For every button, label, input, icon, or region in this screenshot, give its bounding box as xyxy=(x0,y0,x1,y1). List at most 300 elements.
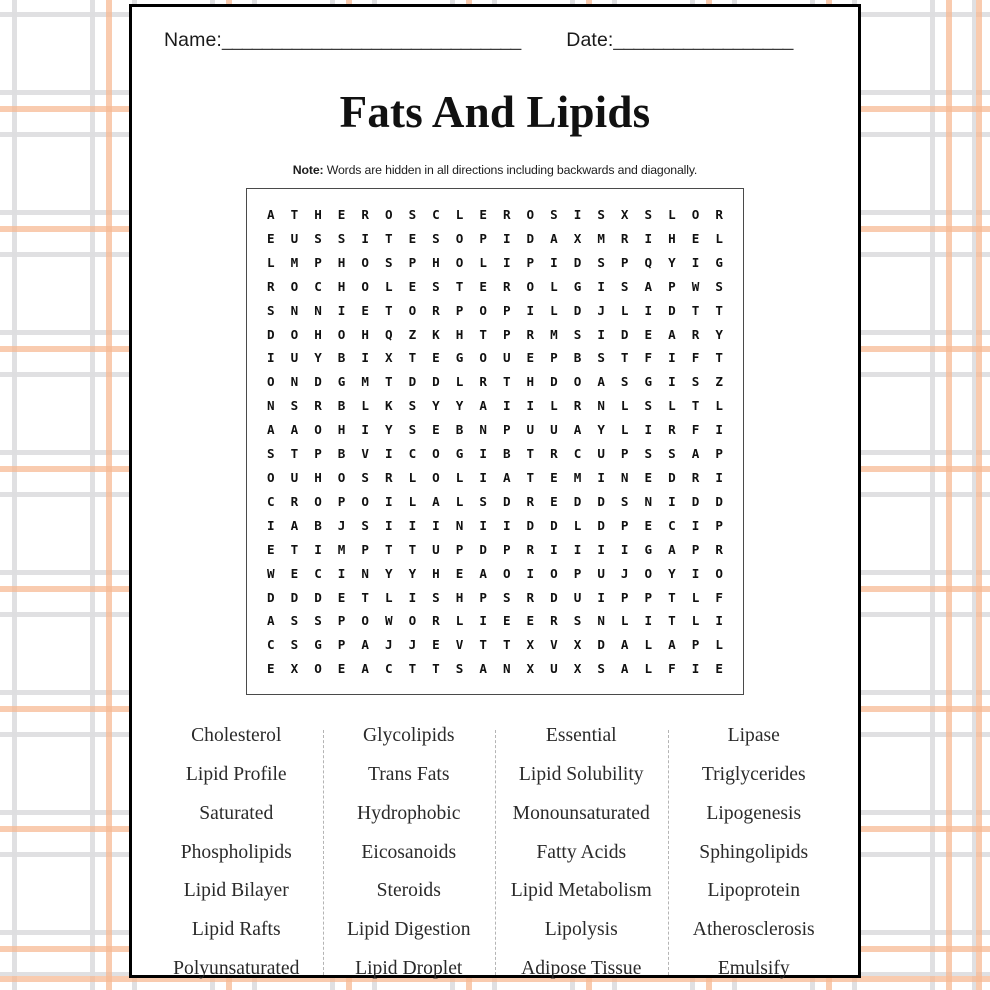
grid-cell[interactable]: P xyxy=(620,589,629,605)
grid-cell[interactable]: E xyxy=(715,661,723,677)
grid-cell[interactable]: S xyxy=(620,493,629,509)
grid-cell[interactable]: S xyxy=(550,207,558,222)
grid-cell[interactable]: E xyxy=(479,278,487,294)
grid-cell[interactable]: T xyxy=(432,661,440,677)
grid-cell[interactable]: S xyxy=(361,469,369,485)
grid-cell[interactable]: T xyxy=(408,661,417,677)
grid-cell[interactable]: O xyxy=(455,230,464,246)
grid-cell[interactable]: L xyxy=(620,398,629,414)
grid-cell[interactable]: U xyxy=(597,565,605,581)
grid-cell[interactable]: T xyxy=(455,278,464,294)
grid-cell[interactable]: I xyxy=(715,613,723,629)
grid-cell[interactable]: S xyxy=(337,230,346,246)
grid-cell[interactable]: U xyxy=(550,661,558,677)
grid-cell[interactable]: R xyxy=(267,278,275,294)
grid-cell[interactable]: R xyxy=(432,302,440,318)
grid-cell[interactable]: P xyxy=(668,278,676,294)
grid-cell[interactable]: E xyxy=(455,565,464,581)
grid-cell[interactable]: R xyxy=(502,207,511,222)
grid-cell[interactable]: X xyxy=(573,661,582,677)
grid-cell[interactable]: B xyxy=(455,422,464,438)
grid-cell[interactable]: M xyxy=(573,469,582,485)
grid-cell[interactable]: L xyxy=(455,493,464,509)
grid-cell[interactable]: N xyxy=(455,517,464,533)
grid-cell[interactable]: A xyxy=(290,422,299,438)
grid-cell[interactable]: H xyxy=(314,326,322,342)
grid-cell[interactable]: L xyxy=(408,493,417,509)
grid-cell[interactable]: L xyxy=(361,398,369,414)
grid-cell[interactable]: R xyxy=(526,541,535,557)
grid-cell[interactable]: E xyxy=(644,517,653,533)
grid-cell[interactable]: R xyxy=(361,207,369,222)
word-list-item[interactable]: Polyunsaturated xyxy=(173,957,300,979)
grid-cell[interactable]: D xyxy=(597,637,605,653)
grid-cell[interactable]: I xyxy=(408,517,417,533)
grid-cell[interactable]: G xyxy=(455,446,464,462)
word-list-item[interactable]: Lipid Profile xyxy=(185,763,287,785)
grid-cell[interactable]: A xyxy=(479,661,487,677)
grid-cell[interactable]: D xyxy=(550,517,558,533)
grid-cell[interactable]: D xyxy=(550,374,558,390)
grid-cell[interactable]: L xyxy=(479,254,487,270)
grid-cell[interactable]: C xyxy=(314,565,322,581)
grid-cell[interactable]: A xyxy=(361,637,369,653)
grid-cell[interactable]: D xyxy=(267,326,275,342)
grid-cell[interactable]: T xyxy=(502,374,511,390)
grid-cell[interactable]: I xyxy=(479,469,487,485)
grid-cell[interactable]: S xyxy=(455,661,464,677)
grid-cell[interactable]: D xyxy=(597,493,605,509)
grid-cell[interactable]: T xyxy=(361,589,369,605)
grid-cell[interactable]: S xyxy=(361,517,369,533)
grid-cell[interactable]: A xyxy=(573,422,582,438)
grid-cell[interactable]: U xyxy=(573,589,582,605)
grid-cell[interactable]: O xyxy=(408,613,417,629)
word-list-item[interactable]: Phospholipids xyxy=(180,841,292,863)
grid-cell[interactable]: D xyxy=(550,589,558,605)
grid-cell[interactable]: R xyxy=(550,613,558,629)
grid-cell[interactable]: P xyxy=(715,517,723,533)
grid-cell[interactable]: B xyxy=(314,517,322,533)
grid-cell[interactable]: X xyxy=(384,350,393,366)
grid-cell[interactable]: D xyxy=(620,326,629,342)
grid-cell[interactable]: V xyxy=(455,637,464,653)
grid-cell[interactable]: S xyxy=(620,278,629,294)
grid-cell[interactable]: T xyxy=(715,302,723,318)
grid-cell[interactable]: E xyxy=(550,469,558,485)
grid-cell[interactable]: G xyxy=(337,374,346,390)
grid-cell[interactable]: I xyxy=(526,302,535,318)
grid-cell[interactable]: J xyxy=(337,517,346,533)
word-list-item[interactable]: Lipid Bilayer xyxy=(183,880,289,902)
grid-cell[interactable]: S xyxy=(573,613,582,629)
grid-cell[interactable]: P xyxy=(455,541,464,557)
grid-cell[interactable]: I xyxy=(267,350,275,366)
grid-cell[interactable]: I xyxy=(384,493,393,509)
grid-cell[interactable]: K xyxy=(432,326,440,342)
grid-cell[interactable]: R xyxy=(715,541,723,557)
grid-cell[interactable]: T xyxy=(384,230,393,246)
grid-cell[interactable]: P xyxy=(479,589,487,605)
grid-cell[interactable]: M xyxy=(597,230,605,246)
grid-cell[interactable]: I xyxy=(644,613,653,629)
grid-cell[interactable]: M xyxy=(361,374,369,390)
grid-cell[interactable]: E xyxy=(502,613,511,629)
grid-cell[interactable]: G xyxy=(573,278,582,294)
grid-cell[interactable]: S xyxy=(432,589,440,605)
grid-cell[interactable]: W xyxy=(267,565,275,581)
grid-cell[interactable]: V xyxy=(361,446,369,462)
grid-cell[interactable]: P xyxy=(337,493,346,509)
grid-cell[interactable]: L xyxy=(455,207,464,222)
grid-cell[interactable]: I xyxy=(502,398,511,414)
grid-cell[interactable]: P xyxy=(715,446,723,462)
grid-cell[interactable]: D xyxy=(314,374,322,390)
grid-cell[interactable]: E xyxy=(361,302,369,318)
grid-cell[interactable]: S xyxy=(432,278,440,294)
grid-cell[interactable]: A xyxy=(550,230,558,246)
grid-cell[interactable]: I xyxy=(597,469,605,485)
word-list-item[interactable]: Steroids xyxy=(376,880,441,902)
grid-cell[interactable]: O xyxy=(267,469,275,485)
word-list-item[interactable]: Monounsaturated xyxy=(512,802,650,824)
grid-cell[interactable]: S xyxy=(644,207,653,222)
grid-cell[interactable]: O xyxy=(337,326,346,342)
grid-cell[interactable]: E xyxy=(644,469,653,485)
grid-cell[interactable]: L xyxy=(691,589,700,605)
grid-cell[interactable]: N xyxy=(314,302,322,318)
grid-cell[interactable]: L xyxy=(384,589,393,605)
grid-cell[interactable]: Y xyxy=(432,398,440,414)
word-list-item[interactable]: Hydrophobic xyxy=(357,802,461,824)
grid-cell[interactable]: P xyxy=(691,637,700,653)
grid-cell[interactable]: N xyxy=(290,302,299,318)
grid-cell[interactable]: P xyxy=(408,254,417,270)
grid-cell[interactable]: T xyxy=(715,350,723,366)
grid-cell[interactable]: S xyxy=(597,207,605,222)
grid-cell[interactable]: M xyxy=(550,326,558,342)
grid-cell[interactable]: O xyxy=(455,254,464,270)
grid-cell[interactable]: D xyxy=(290,589,299,605)
grid-cell[interactable]: R xyxy=(691,326,700,342)
word-list-item[interactable]: Eicosanoids xyxy=(361,841,457,863)
grid-cell[interactable]: M xyxy=(337,541,346,557)
grid-cell[interactable]: J xyxy=(408,637,417,653)
grid-cell[interactable]: T xyxy=(526,469,535,485)
grid-cell[interactable]: O xyxy=(691,207,700,222)
grid-cell[interactable]: U xyxy=(597,446,605,462)
grid-cell[interactable]: Y xyxy=(314,350,322,366)
grid-cell[interactable]: D xyxy=(715,493,723,509)
grid-cell[interactable]: T xyxy=(290,446,299,462)
grid-cell[interactable]: Y xyxy=(668,565,676,581)
grid-cell[interactable]: I xyxy=(644,422,653,438)
grid-cell[interactable]: O xyxy=(550,565,558,581)
grid-cell[interactable]: N xyxy=(502,661,511,677)
grid-cell[interactable]: E xyxy=(408,230,417,246)
grid-cell[interactable]: A xyxy=(668,326,676,342)
grid-cell[interactable]: S xyxy=(290,637,299,653)
grid-cell[interactable]: A xyxy=(290,517,299,533)
grid-cell[interactable]: P xyxy=(314,446,322,462)
grid-cell[interactable]: H xyxy=(432,565,440,581)
grid-cell[interactable]: L xyxy=(668,398,676,414)
grid-cell[interactable]: C xyxy=(314,278,322,294)
grid-cell[interactable]: X xyxy=(526,661,535,677)
grid-cell[interactable]: A xyxy=(361,661,369,677)
grid-cell[interactable]: N xyxy=(644,493,653,509)
grid-cell[interactable]: S xyxy=(668,446,676,462)
grid-cell[interactable]: G xyxy=(644,374,653,390)
grid-cell[interactable]: L xyxy=(408,469,417,485)
grid-cell[interactable]: X xyxy=(573,637,582,653)
grid-cell[interactable]: I xyxy=(715,422,723,438)
grid-cell[interactable]: H xyxy=(668,230,676,246)
grid-cell[interactable]: I xyxy=(620,541,629,557)
grid-cell[interactable]: N xyxy=(290,374,299,390)
grid-cell[interactable]: I xyxy=(361,350,369,366)
grid-cell[interactable]: D xyxy=(432,374,440,390)
grid-cell[interactable]: F xyxy=(644,350,653,366)
grid-cell[interactable]: R xyxy=(691,469,700,485)
grid-cell[interactable]: T xyxy=(691,398,700,414)
grid-cell[interactable]: R xyxy=(526,326,535,342)
grid-cell[interactable]: R xyxy=(432,613,440,629)
grid-cell[interactable]: O xyxy=(290,326,299,342)
grid-cell[interactable]: I xyxy=(502,517,511,533)
grid-cell[interactable]: Y xyxy=(597,422,605,438)
grid-cell[interactable]: L xyxy=(620,422,629,438)
grid-cell[interactable]: S xyxy=(597,254,605,270)
grid-cell[interactable]: U xyxy=(290,469,299,485)
grid-cell[interactable]: I xyxy=(573,541,582,557)
grid-cell[interactable]: O xyxy=(432,446,440,462)
grid-cell[interactable]: D xyxy=(573,254,582,270)
grid-cell[interactable]: D xyxy=(526,517,535,533)
grid-cell[interactable]: D xyxy=(573,493,582,509)
grid-cell[interactable]: I xyxy=(668,493,676,509)
grid-cell[interactable]: I xyxy=(597,589,605,605)
grid-cell[interactable]: A xyxy=(267,613,275,629)
date-input-rule[interactable]: __________________ xyxy=(613,29,793,51)
grid-cell[interactable]: A xyxy=(691,446,700,462)
grid-cell[interactable]: B xyxy=(337,446,346,462)
grid-cell[interactable]: B xyxy=(337,398,346,414)
word-list-item[interactable]: Lipid Metabolism xyxy=(510,880,652,902)
grid-cell[interactable]: L xyxy=(715,230,723,246)
grid-cell[interactable]: L xyxy=(620,613,629,629)
grid-cell[interactable]: I xyxy=(337,302,346,318)
grid-cell[interactable]: P xyxy=(550,350,558,366)
grid-cell[interactable]: S xyxy=(715,278,723,294)
grid-cell[interactable]: F xyxy=(715,589,723,605)
grid-cell[interactable]: G xyxy=(715,254,723,270)
grid-cell[interactable]: H xyxy=(337,422,346,438)
grid-cell[interactable]: H xyxy=(337,254,346,270)
grid-cell[interactable]: L xyxy=(550,278,558,294)
grid-cell[interactable]: L xyxy=(644,661,653,677)
grid-cell[interactable]: I xyxy=(432,517,440,533)
grid-cell[interactable]: R xyxy=(668,422,676,438)
grid-cell[interactable]: T xyxy=(408,541,417,557)
grid-cell[interactable]: H xyxy=(432,254,440,270)
grid-cell[interactable]: I xyxy=(691,517,700,533)
grid-cell[interactable]: R xyxy=(715,207,723,222)
grid-cell[interactable]: X xyxy=(573,230,582,246)
grid-cell[interactable]: E xyxy=(691,230,700,246)
grid-cell[interactable]: O xyxy=(526,207,535,222)
word-list-item[interactable]: Trans Fats xyxy=(368,763,450,785)
grid-cell[interactable]: P xyxy=(502,422,511,438)
grid-cell[interactable]: S xyxy=(314,613,322,629)
grid-cell[interactable]: N xyxy=(267,398,275,414)
grid-cell[interactable]: I xyxy=(597,326,605,342)
grid-cell[interactable]: S xyxy=(620,374,629,390)
grid-cell[interactable]: O xyxy=(479,350,487,366)
word-list-item[interactable]: Sphingolipids xyxy=(699,841,809,863)
grid-cell[interactable]: F xyxy=(668,661,676,677)
grid-cell[interactable]: E xyxy=(408,278,417,294)
grid-cell[interactable]: E xyxy=(644,326,653,342)
grid-cell[interactable]: D xyxy=(267,589,275,605)
grid-cell[interactable]: L xyxy=(455,374,464,390)
grid-cell[interactable]: S xyxy=(432,230,440,246)
word-list-item[interactable]: Triglycerides xyxy=(701,763,806,785)
grid-cell[interactable]: C xyxy=(573,446,582,462)
grid-cell[interactable]: Q xyxy=(644,254,653,270)
grid-cell[interactable]: S xyxy=(408,207,417,222)
grid-cell[interactable]: H xyxy=(526,374,535,390)
grid-cell[interactable]: S xyxy=(479,493,487,509)
word-list-item[interactable]: Lipid Rafts xyxy=(191,919,281,941)
grid-cell[interactable]: Y xyxy=(715,326,723,342)
grid-cell[interactable]: R xyxy=(620,230,629,246)
grid-cell[interactable]: D xyxy=(526,230,535,246)
grid-cell[interactable]: H xyxy=(455,589,464,605)
grid-cell[interactable]: P xyxy=(502,302,511,318)
grid-cell[interactable]: A xyxy=(267,207,275,222)
grid-cell[interactable]: P xyxy=(620,446,629,462)
grid-cell[interactable]: W xyxy=(691,278,700,294)
grid-cell[interactable]: Y xyxy=(384,565,393,581)
word-list-item[interactable]: Cholesterol xyxy=(191,725,282,747)
grid-cell[interactable]: B xyxy=(337,350,346,366)
grid-cell[interactable]: B xyxy=(502,446,511,462)
grid-cell[interactable]: P xyxy=(479,230,487,246)
grid-cell[interactable]: S xyxy=(573,326,582,342)
grid-cell[interactable]: H xyxy=(455,326,464,342)
grid-cell[interactable]: T xyxy=(479,326,487,342)
grid-cell[interactable]: S xyxy=(290,613,299,629)
grid-cell[interactable]: C xyxy=(408,446,417,462)
grid-cell[interactable]: Z xyxy=(715,374,723,390)
grid-cell[interactable]: U xyxy=(526,422,535,438)
grid-cell[interactable]: T xyxy=(668,613,676,629)
grid-cell[interactable]: E xyxy=(432,350,440,366)
grid-cell[interactable]: A xyxy=(502,469,511,485)
grid-cell[interactable]: E xyxy=(337,589,346,605)
grid-cell[interactable]: I xyxy=(644,230,653,246)
grid-cell[interactable]: O xyxy=(337,469,346,485)
grid-cell[interactable]: I xyxy=(479,446,487,462)
grid-cell[interactable]: L xyxy=(267,254,275,270)
grid-cell[interactable]: O xyxy=(314,661,322,677)
grid-cell[interactable]: A xyxy=(479,565,487,581)
grid-cell[interactable]: C xyxy=(384,661,393,677)
grid-cell[interactable]: R xyxy=(502,278,511,294)
grid-cell[interactable]: U xyxy=(550,422,558,438)
word-list-item[interactable]: Essential xyxy=(545,725,617,747)
word-list-item[interactable]: Lipolysis xyxy=(544,919,618,941)
grid-cell[interactable]: R xyxy=(573,398,582,414)
grid-cell[interactable]: E xyxy=(267,541,275,557)
grid-cell[interactable]: I xyxy=(573,207,582,222)
grid-cell[interactable]: E xyxy=(267,230,275,246)
grid-cell[interactable]: M xyxy=(290,254,299,270)
grid-cell[interactable]: S xyxy=(267,446,275,462)
grid-cell[interactable]: S xyxy=(267,302,275,318)
grid-cell[interactable]: L xyxy=(691,613,700,629)
word-list-item[interactable]: Emulsify xyxy=(717,957,790,979)
grid-cell[interactable]: T xyxy=(668,589,676,605)
grid-cell[interactable]: I xyxy=(550,254,558,270)
grid-cell[interactable]: X xyxy=(290,661,299,677)
grid-cell[interactable]: I xyxy=(668,350,676,366)
grid-cell[interactable]: T xyxy=(384,302,393,318)
grid-cell[interactable]: A xyxy=(267,422,275,438)
grid-cell[interactable]: L xyxy=(715,637,723,653)
grid-cell[interactable]: L xyxy=(550,398,558,414)
word-list-item[interactable]: Adipose Tissue xyxy=(521,957,642,979)
word-list-item[interactable]: Lipase xyxy=(727,725,780,747)
grid-cell[interactable]: I xyxy=(644,302,653,318)
word-list-item[interactable]: Lipogenesis xyxy=(706,802,802,824)
grid-cell[interactable]: E xyxy=(526,613,535,629)
grid-cell[interactable]: I xyxy=(691,254,700,270)
grid-cell[interactable]: L xyxy=(384,278,393,294)
grid-cell[interactable]: F xyxy=(691,422,700,438)
grid-cell[interactable]: D xyxy=(314,589,322,605)
grid-cell[interactable]: E xyxy=(337,661,346,677)
grid-cell[interactable]: U xyxy=(290,350,299,366)
grid-cell[interactable]: A xyxy=(432,493,440,509)
grid-cell[interactable]: S xyxy=(644,446,653,462)
grid-cell[interactable]: I xyxy=(479,517,487,533)
grid-cell[interactable]: O xyxy=(644,565,653,581)
grid-cell[interactable]: I xyxy=(526,565,535,581)
grid-cell[interactable]: D xyxy=(691,493,700,509)
grid-cell[interactable]: C xyxy=(432,207,440,222)
grid-cell[interactable]: O xyxy=(314,493,322,509)
grid-cell[interactable]: P xyxy=(361,541,369,557)
grid-cell[interactable]: I xyxy=(550,541,558,557)
grid-cell[interactable]: O xyxy=(526,278,535,294)
grid-cell[interactable]: I xyxy=(597,541,605,557)
grid-cell[interactable]: E xyxy=(432,637,440,653)
word-list-item[interactable]: Glycolipids xyxy=(363,725,455,747)
grid-cell[interactable]: S xyxy=(408,398,417,414)
grid-cell[interactable]: O xyxy=(479,302,487,318)
grid-cell[interactable]: D xyxy=(573,302,582,318)
grid-cell[interactable]: A xyxy=(668,637,676,653)
grid-cell[interactable]: L xyxy=(455,613,464,629)
grid-cell[interactable]: O xyxy=(267,374,275,390)
grid-cell[interactable]: I xyxy=(267,517,275,533)
grid-cell[interactable]: J xyxy=(597,302,605,318)
grid-cell[interactable]: E xyxy=(290,565,299,581)
grid-cell[interactable]: S xyxy=(644,398,653,414)
grid-cell[interactable]: T xyxy=(502,637,511,653)
